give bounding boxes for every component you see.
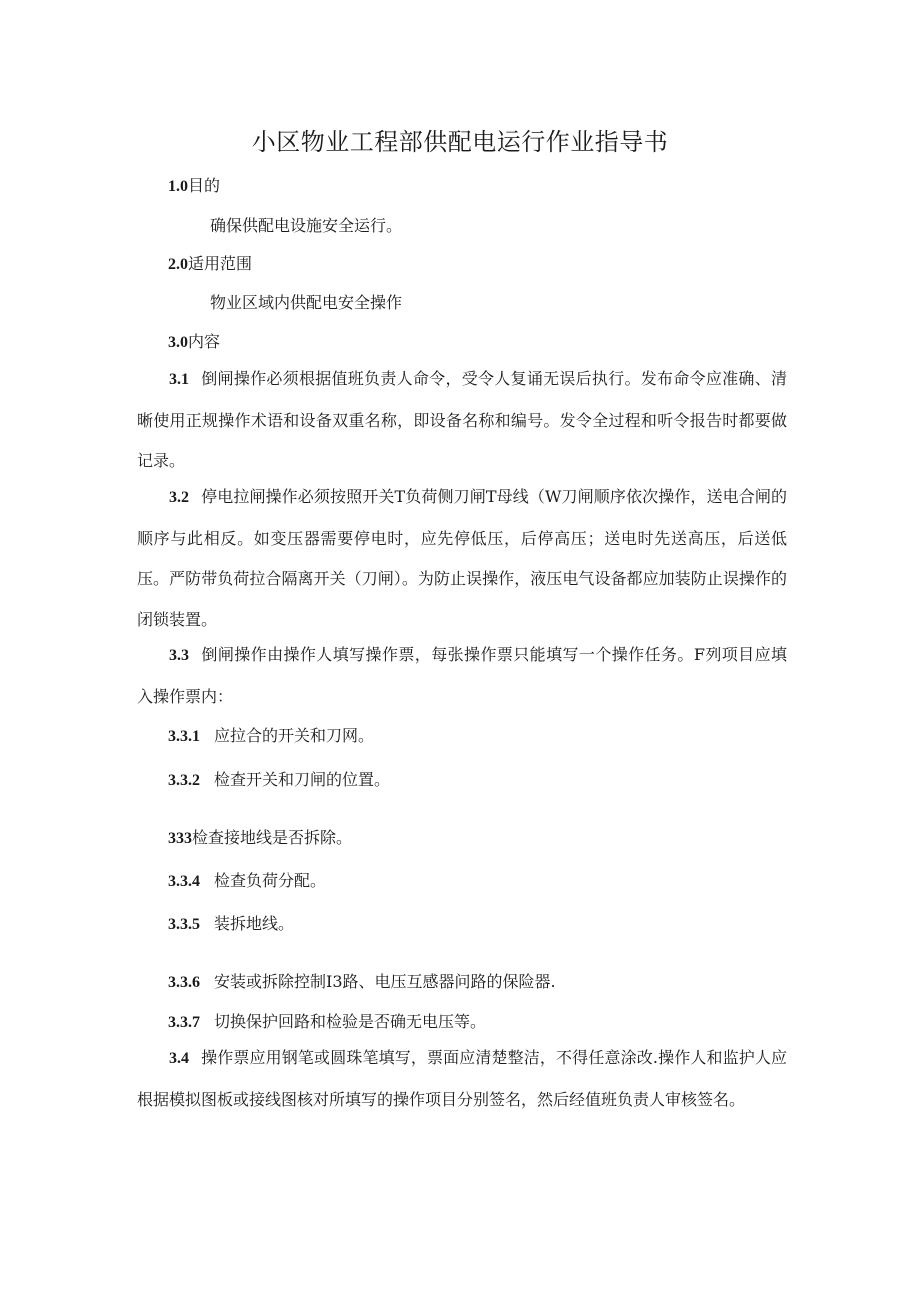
list-item-3-3-6 <box>168 969 556 992</box>
list-item-3-3-4 <box>168 868 326 891</box>
list-item-3-3-2 <box>168 767 390 790</box>
paragraph-text: 倒闸操作必须根据值班负责人命令，受令人复诵无误后执行。发布命令应准确、清晰使用正规操作术语和设备双重名称，即设备名称和编号。发令全过程和听令报告时都要做记录。 <box>137 369 787 470</box>
section-body-1: 确保供配电设施安全运行。 <box>210 216 403 235</box>
paragraph-number: 3.3 <box>169 647 189 664</box>
section-heading-1 <box>168 173 220 196</box>
item-number: 3.3.7 <box>168 1014 200 1031</box>
item-number: 3.3.4 <box>168 873 200 890</box>
item-text: 检查负荷分配。 <box>214 871 327 890</box>
section-heading-text: 适用范围 <box>188 254 253 273</box>
item-text: 检查接地线是否拆除。 <box>192 828 353 847</box>
item-text: 装拆地线。 <box>214 914 295 933</box>
section-heading-3 <box>168 329 220 352</box>
paragraph-3-4 <box>137 1038 787 1120</box>
list-item-3-3-3 <box>168 825 352 848</box>
paragraph-3-3 <box>137 635 787 717</box>
item-number: 3.3.5 <box>168 916 200 933</box>
item-number: 333 <box>168 830 192 847</box>
section-body-2: 物业区域内供配电安全操作 <box>210 293 403 312</box>
list-item-3-3-1 <box>168 723 374 746</box>
item-number: 3.3.2 <box>168 772 200 789</box>
paragraph-text: 停电拉闸操作必须按照开关T负荷侧刀闸T母线（W刀闸顺序依次操作，送电合闸的顺序与此相反。如变压器需要停电时，应先停低压，后停高压；送电时先送高压，后送低压。严防带负荷拉合隔离开关（刀闸）。为防止误操作，液压电气设备都应加装防止误操作的闭锁装置。 <box>137 487 787 629</box>
section-number: 1.0 <box>168 178 188 195</box>
item-number: 3.3.6 <box>168 974 200 991</box>
paragraph-number: 3.4 <box>169 1050 189 1067</box>
list-item-3-3-7 <box>168 1009 486 1032</box>
paragraph-number: 3.1 <box>169 371 189 388</box>
document-title: 小区物业工程部供配电运行作业指导书 <box>251 128 669 156</box>
item-text: 应拉合的开关和刀网。 <box>214 726 375 745</box>
section-number: 3.0 <box>168 334 188 351</box>
item-text: 切换保护回路和检验是否确无电压等。 <box>214 1012 487 1031</box>
item-text: 检查开关和刀闸的位置。 <box>214 770 391 789</box>
paragraph-number: 3.2 <box>169 489 189 506</box>
paragraph-text: 操作票应用钢笔或圆珠笔填写，票面应清楚整洁，不得任意涂改.操作人和监护人应根据模拟图板或接线图核对所填写的操作项目分别签名，然后经值班负责人审核签名。 <box>137 1048 787 1109</box>
paragraph-3-1 <box>137 359 787 482</box>
section-number: 2.0 <box>168 256 188 273</box>
list-item-3-3-5 <box>168 911 294 934</box>
item-number: 3.3.1 <box>168 728 200 745</box>
item-text: 安装或拆除控制I3路、电压互感器问路的保险器. <box>214 972 556 991</box>
paragraph-text: 倒闸操作由操作人填写操作票，每张操作票只能填写一个操作任务。F列项目应填入操作票内： <box>137 645 787 706</box>
section-heading-2 <box>168 251 252 274</box>
section-heading-text: 目的 <box>188 176 221 195</box>
paragraph-3-2 <box>137 477 787 640</box>
section-heading-text: 内容 <box>188 332 221 351</box>
